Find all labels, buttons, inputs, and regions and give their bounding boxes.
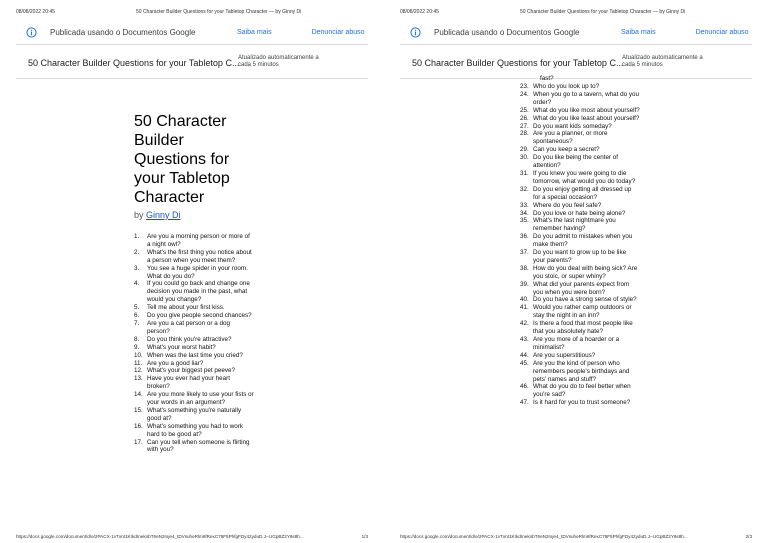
question-number: 2. xyxy=(134,248,140,256)
question-item xyxy=(520,146,640,154)
question-number: 14. xyxy=(134,391,143,399)
info-icon xyxy=(26,27,37,38)
question-number: 9. xyxy=(134,343,140,351)
question-item xyxy=(520,360,640,384)
question-item xyxy=(134,265,254,281)
question-number: 28. xyxy=(520,130,529,138)
question-text: Have you ever had your heart broken? xyxy=(147,375,230,391)
report-abuse-link[interactable]: Denunciar abuso xyxy=(311,29,365,36)
question-number: 13. xyxy=(134,375,143,383)
question-number: 23. xyxy=(520,83,529,90)
question-text: What's the last nightmare you remember having? xyxy=(533,217,616,233)
question-text: Are you a good liar? xyxy=(147,359,204,367)
question-text: What's something you're naturally good at? xyxy=(147,406,242,422)
question-item xyxy=(520,352,640,360)
question-item xyxy=(134,391,254,407)
question-list xyxy=(520,83,640,407)
question-text: What do you do to feel better when you're sad? xyxy=(533,383,631,399)
question-number: 38. xyxy=(520,264,529,272)
question-text: What's your worst habit? xyxy=(147,343,216,351)
question-item xyxy=(134,336,254,344)
doc-title: 50 Character Builder Questions for your Tabletop C... xyxy=(412,58,624,68)
question-item xyxy=(134,375,254,391)
question-number: 42. xyxy=(520,320,529,328)
question-item xyxy=(520,154,640,170)
question-item xyxy=(134,312,254,320)
auto-update-note: Atualizado automaticamente a cada 5 minutos xyxy=(238,55,319,68)
question-item xyxy=(520,265,640,281)
question-item xyxy=(520,304,640,320)
print-date: 08/08/2022 20:45 xyxy=(400,9,439,15)
footer-url: https://docs.google.com/document/d/e/2PACX-1vTvnt1KrkdIneknbT6eN2mje4_tDVsuheRlm6fRexC79F5PhfgFDy42yduD.J--UGpBZ2Y6s8h... xyxy=(16,534,304,539)
question-text: Do you love or hate being alone? xyxy=(533,209,626,217)
question-text: Can you tell when someone is flirting with you? xyxy=(147,438,250,454)
question-item xyxy=(520,210,640,218)
question-text: Are you the kind of person who remembers people's birthdays and pets' names and stuff? xyxy=(533,359,630,383)
question-text: What's something you had to work hard to be good at? xyxy=(147,422,244,438)
question-item xyxy=(520,115,640,123)
by-label: by xyxy=(134,210,144,220)
question-text: Do you like being the center of attention? xyxy=(533,154,619,170)
question-text: Are you a cat person or a dog person? xyxy=(147,319,230,335)
byline xyxy=(134,210,254,220)
question-item xyxy=(520,383,640,399)
print-title: 50 Character Builder Questions for your Tabletop Character — by Ginny Di xyxy=(136,9,302,15)
print-title: 50 Character Builder Questions for your Tabletop Character — by Ginny Di xyxy=(520,9,686,15)
question-number: 7. xyxy=(134,319,140,327)
learn-more-link[interactable]: Saiba mais xyxy=(621,29,656,36)
question-number: 31. xyxy=(520,169,529,177)
question-number: 24. xyxy=(520,90,529,98)
doc-title-bar xyxy=(400,48,752,79)
question-text: Do you have a strong sense of style? xyxy=(533,296,637,304)
question-number: 36. xyxy=(520,233,529,241)
published-banner xyxy=(400,24,752,45)
question-item xyxy=(520,399,640,407)
question-text: Do you want kids someday? xyxy=(533,122,612,130)
question-item xyxy=(520,320,640,336)
question-item xyxy=(134,360,254,368)
question-text: If you knew you were going to die tomorrow, what would you do today? xyxy=(533,169,636,185)
question-number: 1. xyxy=(134,233,140,240)
question-number: 3. xyxy=(134,264,140,272)
learn-more-link[interactable]: Saiba mais xyxy=(237,29,272,36)
question-item xyxy=(134,233,254,249)
question-number: 25. xyxy=(520,106,529,114)
question-number: 41. xyxy=(520,304,529,312)
question-number: 37. xyxy=(520,249,529,257)
question-item xyxy=(134,280,254,304)
question-number: 32. xyxy=(520,185,529,193)
question-text: Is there a food that most people like that you absolutely hate? xyxy=(533,320,633,336)
question-text: Do you enjoy getting all dressed up for a special occasion? xyxy=(533,185,632,201)
question-item xyxy=(134,439,254,455)
question-number: 11. xyxy=(134,359,143,367)
question-text: What's your biggest pet peeve? xyxy=(147,367,236,375)
question-item xyxy=(520,170,640,186)
question-item xyxy=(520,249,640,265)
question-item xyxy=(520,83,640,91)
question-number: 34. xyxy=(520,209,529,217)
published-banner xyxy=(16,24,368,45)
question-item xyxy=(520,123,640,131)
question-number: 44. xyxy=(520,351,529,359)
question-item xyxy=(134,320,254,336)
question-item xyxy=(520,202,640,210)
question-text: What do you like most about yourself? xyxy=(533,106,640,114)
question-text: Would you rather camp outdoors or stay the night in an inn? xyxy=(533,304,632,320)
question-text: When you go to a tavern, what do you order? xyxy=(533,90,640,106)
question-number: 47. xyxy=(520,399,529,407)
question-number: 16. xyxy=(134,422,143,430)
question-item xyxy=(134,304,254,312)
question-number: 30. xyxy=(520,154,529,162)
page-number: 1/3 xyxy=(361,534,368,539)
question-item xyxy=(134,249,254,265)
question-item xyxy=(134,344,254,352)
question-number: 27. xyxy=(520,122,529,130)
doc-title-bar xyxy=(16,48,368,79)
question-text: Is it hard for you to trust someone? xyxy=(533,399,631,407)
question-number: 29. xyxy=(520,146,529,154)
question-item xyxy=(520,91,640,107)
question-number: 40. xyxy=(520,296,529,304)
question-item xyxy=(134,407,254,423)
question-text: Where do you feel safe? xyxy=(533,201,602,209)
question-text: Do you think you're attractive? xyxy=(147,335,232,343)
question-item xyxy=(520,217,640,233)
question-number: 43. xyxy=(520,336,529,343)
question-number: 26. xyxy=(520,114,529,122)
question-text: If you could go back and change one decision you made in the past, what would you change? xyxy=(147,280,250,304)
question-text: Can you keep a secret? xyxy=(533,146,600,154)
question-number: 5. xyxy=(134,304,140,312)
question-item xyxy=(520,296,640,304)
published-label: Publicada usando o Documentos Google xyxy=(50,28,196,37)
question-number: 17. xyxy=(134,438,143,446)
cut-off-text: fast? xyxy=(540,75,554,82)
question-number: 33. xyxy=(520,201,529,209)
question-number: 8. xyxy=(134,335,140,343)
question-text: Are you a planner, or more spontaneous? xyxy=(533,130,608,146)
question-item xyxy=(520,130,640,146)
question-number: 35. xyxy=(520,217,529,225)
question-text: Are you more likely to use your fists or your words in an argument? xyxy=(147,391,254,407)
question-text: Who do you look up to? xyxy=(533,83,600,90)
question-text: How do you deal with being sick? Are you stoic, or super whiny? xyxy=(533,264,638,280)
footer-url: https://docs.google.com/document/d/e/2PACX-1vTvnt1KrkdIneknbT6eN2mje4_tDVsuheRlm6fRexC79F5PhfgFDy42yduD.J--UGpBZ2Y6s8h... xyxy=(400,534,688,539)
question-text: Tell me about your first kiss. xyxy=(147,304,225,312)
question-text: Do you give people second chances? xyxy=(147,312,252,320)
question-text: What did your parents expect from you when you were born? xyxy=(533,280,630,296)
question-text: You see a huge spider in your room. What do you do? xyxy=(147,264,248,280)
question-list xyxy=(134,233,254,454)
question-text: What's the first thing you notice about a person when you meet them? xyxy=(147,248,252,264)
question-text: Do you admit to mistakes when you make them? xyxy=(533,233,633,249)
info-icon xyxy=(410,27,421,38)
question-number: 6. xyxy=(134,312,140,320)
question-number: 15. xyxy=(134,406,143,414)
author-link[interactable]: Ginny Di xyxy=(146,210,181,220)
question-item xyxy=(134,352,254,360)
doc-heading-block xyxy=(134,112,254,220)
question-item xyxy=(520,233,640,249)
doc-heading: 50 Character Builder Questions for your Tabletop Character xyxy=(134,113,230,206)
question-number: 4. xyxy=(134,280,140,288)
report-abuse-link[interactable]: Denunciar abuso xyxy=(695,29,749,36)
question-item xyxy=(134,367,254,375)
question-text: Are you superstitious? xyxy=(533,351,596,359)
published-label: Publicada usando o Documentos Google xyxy=(434,28,580,37)
question-item xyxy=(134,423,254,439)
question-number: 45. xyxy=(520,359,529,367)
question-text: Do you want to grow up to be like your parents? xyxy=(533,249,627,264)
question-text: When was the last time you cried? xyxy=(147,351,243,359)
question-number: 39. xyxy=(520,280,529,288)
question-text: What do you like least about yourself? xyxy=(533,114,640,122)
question-text: Are you a morning person or more of a night owl? xyxy=(147,233,250,248)
question-item xyxy=(520,281,640,297)
page-number: 2/3 xyxy=(745,534,752,539)
auto-update-note: Atualizado automaticamente a cada 5 minutos xyxy=(622,55,703,68)
question-number: 10. xyxy=(134,351,143,359)
print-date: 08/08/2022 20:45 xyxy=(16,9,55,15)
question-item xyxy=(520,336,640,352)
question-item xyxy=(520,186,640,202)
question-number: 46. xyxy=(520,383,529,391)
question-number: 12. xyxy=(134,367,143,375)
question-text: Are you more of a hoarder or a minimalist? xyxy=(533,336,620,351)
doc-title: 50 Character Builder Questions for your Tabletop C... xyxy=(28,58,240,68)
question-item xyxy=(520,107,640,115)
